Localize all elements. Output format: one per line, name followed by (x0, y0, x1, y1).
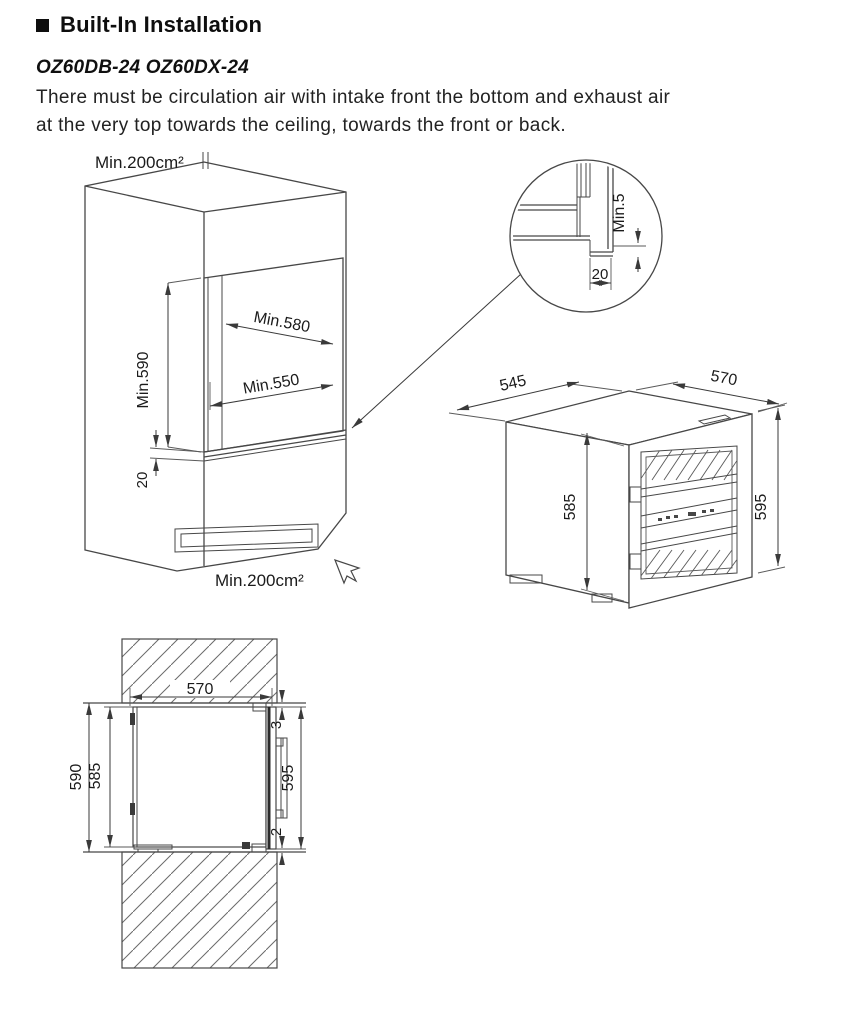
dim-section-front-height: 595 (280, 764, 297, 792)
dim-section-niche-height: 590 (68, 763, 85, 791)
dim-niche-width: Min.580 (252, 308, 312, 337)
dim-appliance-width: 570 (709, 367, 739, 390)
dim-niche-height: Min.590 (135, 351, 152, 409)
model-numbers: OZ60DB-24 OZ60DX-24 (36, 57, 249, 78)
figure-cabinet-isometric (85, 152, 521, 590)
dim-niche-depth: Min.550 (241, 371, 301, 398)
dim-recess-gap: 20 (134, 471, 151, 489)
dim-section-niche-depth: 570 (186, 681, 214, 698)
figure-niche-section (68, 639, 306, 968)
cursor-arrow-icon (335, 560, 359, 583)
intro-line-1: There must be circulation air with intake front the bottom and exhaust air (36, 87, 671, 108)
dim-section-bottom-gap: 2 (268, 827, 285, 837)
dim-appliance-front-height: 595 (753, 493, 770, 521)
dim-top-clearance: Min.5 (611, 193, 628, 233)
top-vent-label: Min.200cm² (95, 153, 184, 172)
intro-line-2: at the very top towards the ceiling, towards the front or back. (36, 115, 567, 136)
door-hinge-bottom (630, 554, 641, 569)
dim-section-top-gap: 3 (268, 720, 285, 730)
dim-appliance-depth: 545 (498, 372, 528, 395)
door-hinge-top (630, 487, 641, 502)
figure-detail-circle (508, 160, 662, 312)
page-title: Built-In Installation (60, 12, 263, 37)
dim-section-body-height: 585 (87, 762, 104, 790)
dim-appliance-body-height: 585 (562, 493, 579, 521)
bottom-vent-label: Min.200cm² (215, 571, 304, 590)
detail-leader-line (352, 274, 521, 428)
figure-appliance-isometric (449, 368, 787, 608)
dim-rear-spacer: 20 (591, 266, 609, 283)
